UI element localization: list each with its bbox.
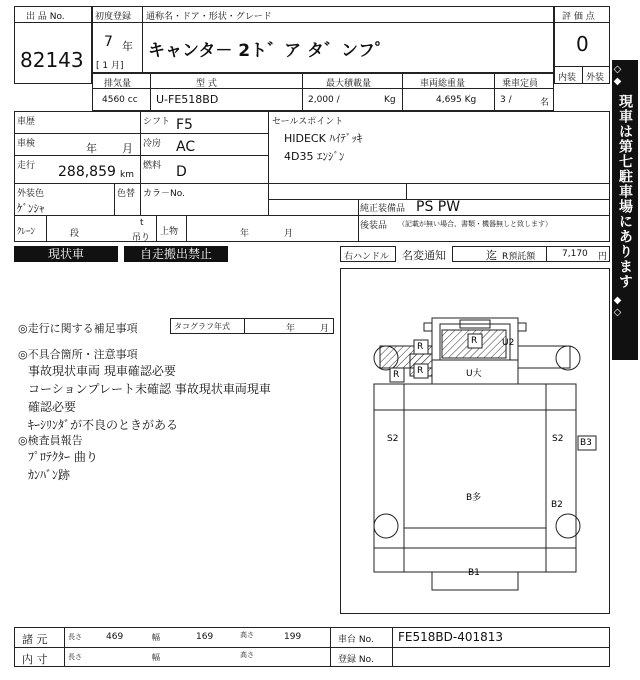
crane-stage: 段: [70, 229, 80, 239]
defect-line-4: ｷｰｼﾘﾝﾀﾞが不良のときがある: [28, 418, 179, 432]
inner-dims-label: 内 寸: [22, 653, 48, 666]
mark-b-many: B多: [466, 493, 482, 503]
inspector-line-2: ｶﾝﾊﾞﾝ跡: [28, 468, 71, 482]
reg-year: 7: [104, 34, 113, 50]
width-label: 幅: [152, 633, 160, 642]
defect-line-1: 事故現状車両 現車確認必要: [28, 364, 176, 378]
aftermarket-label: 後装品: [360, 221, 388, 231]
shift-label: シフト: [143, 117, 171, 127]
load-unit: Kg: [384, 95, 396, 105]
height-value: 199: [284, 632, 302, 642]
color-change-label: 色替: [117, 189, 136, 199]
width-label-2: 幅: [152, 653, 160, 662]
equip-label: 純正装備品: [360, 204, 406, 214]
current-status-badge: 現状車: [14, 246, 118, 262]
aftermarket-note: （記載が無い場合、書類・機器無しと致します）: [398, 220, 552, 228]
right-hand-label: 右ハンドル: [344, 252, 390, 262]
side-note-arrow-bottom: ◆◇: [612, 295, 623, 319]
history-label: 車歴: [17, 117, 36, 127]
disp-value: 4560 cc: [102, 95, 138, 105]
eval-label: 評 価 点: [562, 12, 595, 22]
disp-label: 排気量: [104, 79, 132, 89]
mark-r-side-1: R: [393, 370, 400, 380]
gross-label: 車両総重量: [420, 79, 466, 89]
tacho-month: 月: [320, 324, 330, 334]
mileage-label: 走行: [17, 161, 36, 171]
defect-line-2: コーションプレート未確認 事故現状車両現車: [28, 382, 271, 396]
gross-value: 4,695 Kg: [436, 95, 477, 105]
sales-label: セールスポイント: [272, 117, 344, 127]
shift-value: F5: [176, 117, 193, 133]
mark-r-roof: R: [471, 336, 478, 346]
tacho-label: タコグラフ年式: [174, 322, 230, 331]
height-label: 高さ: [240, 631, 254, 639]
deadline-label: 迄: [486, 249, 497, 262]
sales-line-1: HIDECK ﾊｲﾃﾞｯｷ: [284, 132, 363, 145]
wheel-rear-left: [374, 514, 398, 538]
load-value: 2,000 /: [308, 95, 340, 105]
color-no-label: カラ－No.: [143, 189, 185, 199]
insp-year: 年: [86, 142, 97, 155]
mark-b1: B1: [468, 568, 480, 578]
mark-b3: B3: [580, 438, 592, 448]
side-note-text: 現車は第七駐車場にあります: [617, 94, 633, 289]
dims-label: 諸 元: [22, 633, 48, 646]
cap-label: 乗車定員: [502, 79, 539, 89]
color-label: 外装色: [17, 189, 45, 199]
chassis-label: 車台 No.: [338, 635, 374, 645]
r-fee-value: 7,170: [562, 249, 588, 259]
truck-diagram: [340, 268, 610, 614]
sales-line-2: 4D35 ｴﾝｼﾞﾝ: [284, 150, 345, 163]
cap-unit: 名: [540, 98, 550, 108]
length-label: 長さ: [68, 633, 82, 641]
model-value: U-FE518BD: [156, 93, 219, 106]
r-fee-label: R預託額: [502, 252, 536, 262]
reg-no-label: 登録 No.: [338, 655, 374, 665]
mileage-unit: km: [120, 170, 134, 180]
inspector-line-1: ﾌﾟﾛﾃｸﾀｰ 曲り: [28, 450, 98, 464]
crane-label: ｸﾚｰﾝ: [17, 227, 36, 237]
upper-month: 月: [284, 229, 294, 239]
equip-value: PS PW: [416, 199, 461, 215]
tacho-year: 年: [286, 324, 296, 334]
eval-value: 0: [576, 32, 589, 56]
height-label-2: 高さ: [240, 651, 254, 659]
fuel-value: D: [176, 164, 187, 180]
upper-label: 上物: [160, 227, 179, 237]
exterior-label: 外装: [586, 73, 605, 83]
reg-year-unit: 年: [122, 40, 133, 53]
ac-label: 冷房: [143, 139, 162, 149]
interior-label: 内装: [558, 73, 577, 83]
mark-s2-left: S2: [387, 434, 399, 444]
name-change-label: 名変通知: [402, 249, 446, 262]
supplement-title: ◎走行に関する補足事項: [18, 322, 138, 335]
mark-u2: U2: [502, 338, 515, 348]
crane-ton: t: [140, 218, 144, 228]
fuel-label: 燃料: [143, 161, 162, 171]
mark-s2-right: S2: [552, 434, 564, 444]
model-label: 型 式: [196, 79, 217, 89]
defect-line-3: 確認必要: [28, 400, 77, 414]
mark-u-large: U大: [466, 369, 482, 379]
lot-label: 出 品 No.: [26, 12, 65, 22]
ac-value: AC: [176, 139, 196, 155]
side-note: [612, 60, 638, 360]
inspection-label: 車検: [17, 139, 36, 149]
lot-number: 82143: [20, 48, 84, 72]
load-label: 最大積載量: [326, 79, 372, 89]
inspector-title: ◎検査員報告: [18, 434, 83, 447]
length-label-2: 長さ: [68, 653, 82, 661]
no-drive-badge: 自走搬出禁止: [124, 246, 228, 262]
wheel-front-right: [556, 346, 580, 370]
chassis-value: FE518BD-401813: [398, 630, 503, 644]
side-note-arrow-top: ◇◆: [612, 64, 623, 88]
mileage-value: 288,859: [58, 164, 116, 180]
mark-r-side-2: R: [417, 366, 424, 376]
insp-month: 月: [122, 142, 133, 155]
upper-year: 年: [240, 229, 250, 239]
first-reg-label: 初度登録: [95, 12, 132, 22]
color-value: ｹﾞﾝｼｬ: [17, 202, 45, 215]
defects-title: ◎不具合箇所・注意事項: [18, 348, 138, 361]
mark-r-front: R: [417, 342, 424, 352]
name-label: 通称名・ドア・形状・グレード: [146, 12, 272, 22]
r-fee-unit: 円: [598, 252, 608, 262]
width-value: 169: [196, 632, 214, 642]
car-name: キャンタ－ 2ト゛ア タ゛ンフ゜: [148, 41, 392, 61]
reg-month: [ 1 月]: [96, 61, 124, 71]
crane-hook: 吊り: [132, 233, 151, 243]
cap-value: 3 /: [500, 95, 512, 105]
length-value: 469: [106, 632, 124, 642]
mark-b2: B2: [551, 500, 563, 510]
